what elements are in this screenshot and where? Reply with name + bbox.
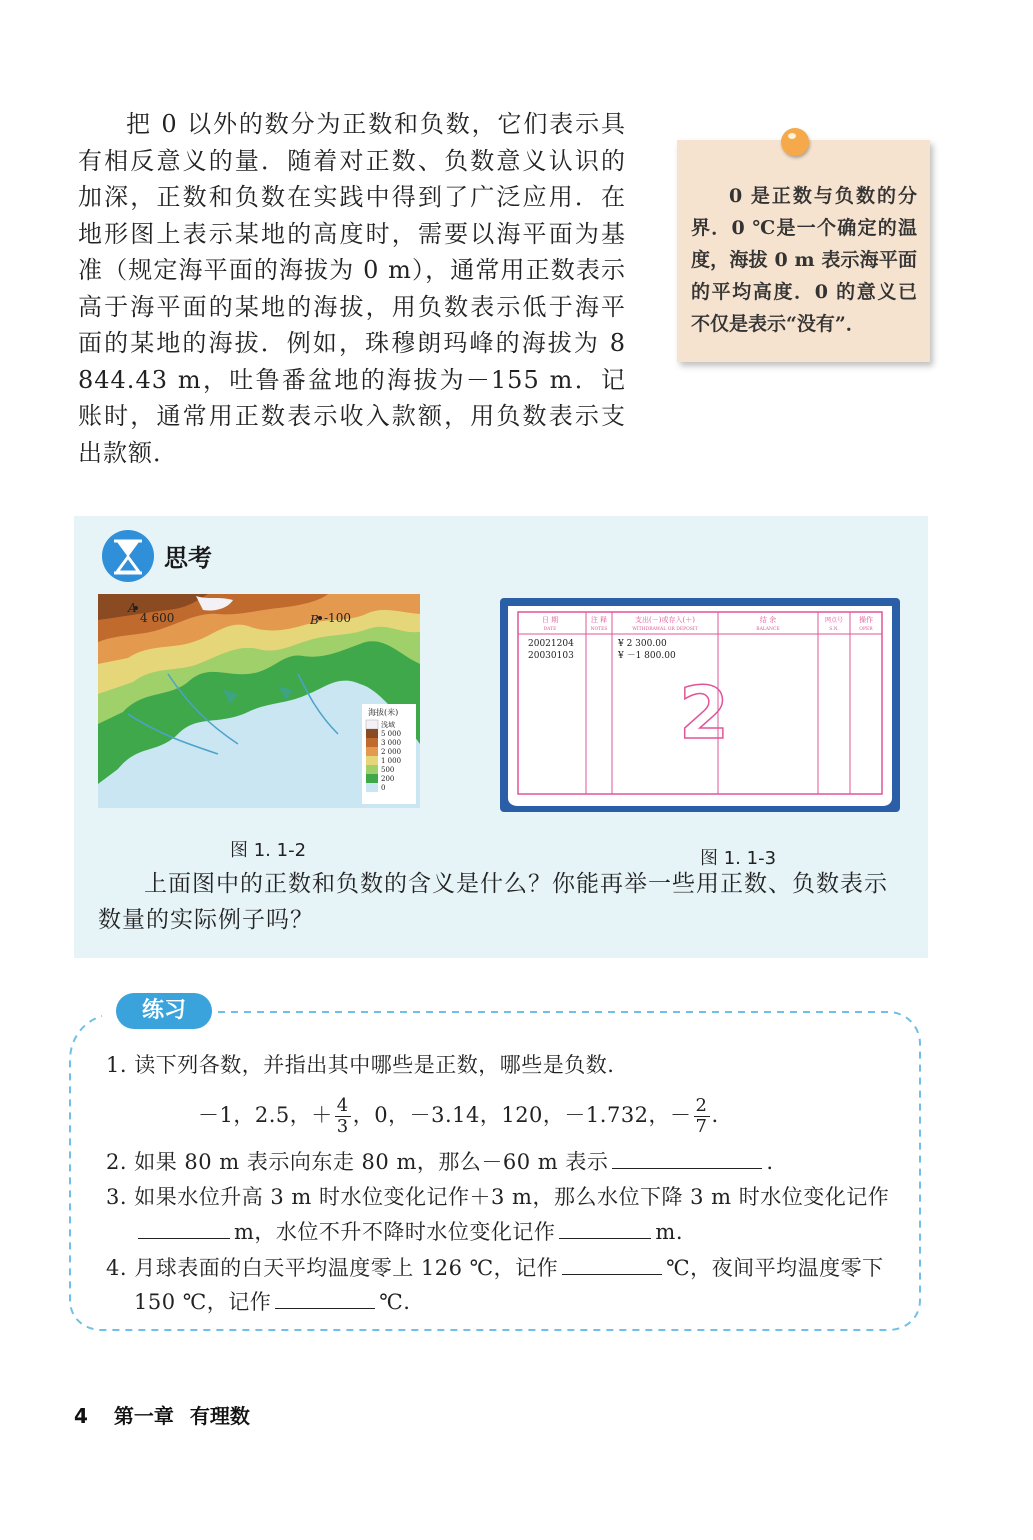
bank-subheader: DATE — [543, 627, 557, 632]
map-value-a: 4 600 — [140, 611, 175, 625]
think-question — [98, 866, 910, 938]
bank-subheader: S.N. — [829, 627, 839, 632]
topographic-map — [98, 594, 420, 808]
think-question-text: 上面图中的正数和负数的含义是什么？你能再举一些用正数、负数表示数量的实际例子吗？ — [98, 871, 888, 933]
exercise-box — [68, 998, 922, 1332]
q4-text-b: ℃，夜间平均温度零下 — [666, 1256, 884, 1280]
q3-text-b: m，水位不升不降时水位变化记作 — [234, 1220, 556, 1244]
frac-num: 2 — [695, 1095, 708, 1116]
bank-watermark: 2 — [678, 671, 730, 755]
hourglass-icon — [102, 530, 154, 582]
bank-header-notes: 注 释 — [590, 616, 608, 624]
chapter-label: 第一章 — [113, 1404, 174, 1428]
pushpin-icon — [781, 128, 809, 156]
bank-subheader: BALANCE — [756, 627, 780, 632]
answer-blank[interactable] — [612, 1146, 762, 1169]
map-legend-item: 5 000 — [381, 730, 402, 738]
exercise-q3-cont — [134, 1216, 683, 1247]
q4-end: ℃. — [379, 1290, 411, 1314]
bank-row-amount: ¥ 2 300.00 — [618, 639, 667, 649]
q1-numbers-b: ，0，－3.14，120，－1.732，－ — [352, 1103, 692, 1127]
q4-text: 4. 月球表面的白天平均温度零上 126 ℃，记作 — [106, 1256, 559, 1280]
bank-row-amount: ¥ －1 800.00 — [618, 651, 676, 661]
q3-end: m. — [655, 1220, 684, 1244]
bank-subheader: OPER — [859, 627, 873, 632]
bank-header-sn: 网点号 — [824, 617, 844, 624]
map-value-b: -100 — [324, 611, 351, 625]
answer-blank[interactable] — [562, 1252, 662, 1275]
map-legend-item: 3 000 — [381, 739, 402, 747]
map-legend-item: 2 000 — [381, 748, 402, 756]
fraction-2-7 — [694, 1096, 710, 1137]
bank-passbook — [500, 598, 900, 812]
bank-row-date: 20021204 — [528, 639, 574, 649]
page-number: 4 — [74, 1404, 88, 1428]
map-label-a: A — [128, 601, 137, 615]
map-legend-item: 1 000 — [381, 757, 402, 765]
exercise-q2 — [106, 1146, 774, 1177]
think-box — [74, 516, 928, 958]
main-paragraph — [78, 106, 626, 471]
bank-header-date: 日 期 — [541, 616, 559, 624]
answer-blank[interactable] — [138, 1216, 230, 1239]
bank-row-date: 20030103 — [528, 651, 574, 661]
exercise-q1-numbers — [198, 1096, 719, 1137]
chapter-title: 有理数 — [189, 1404, 250, 1428]
q2-end: . — [766, 1150, 774, 1174]
map-legend-item: 200 — [381, 775, 395, 783]
caption-figure-1-1-2: 图 1. 1-2 — [230, 840, 307, 861]
map-legend-item: 0 — [381, 784, 386, 792]
exercise-q4 — [106, 1252, 884, 1283]
main-text: 把 0 以外的数分为正数和负数，它们表示具有相反意义的量．随着对正数、负数意义认识的加深，正数和负数在实践中得到了广泛应用．在地形图上表示某地的高度时，需要以海平面为基准（规定海平面的海拔为 0 m），通常用正数表示高于海平面的某地的海拔，用负数表示低于海平面的某地的海拔．例如，珠穆朗玛峰的海拔为 8 844.43 m，吐鲁番盆地的海拔为－155 m．记账时，通常用正数表示收入款额，用负数表示支出款额． — [78, 110, 626, 467]
fraction-4-3 — [335, 1096, 351, 1137]
bank-subheader: WITHDRAWAL OR DEPOSIT — [632, 627, 698, 632]
map-legend-item: 500 — [381, 766, 395, 774]
bank-subheader: NOTES — [590, 627, 608, 632]
q4-text-c: 150 ℃，记作 — [134, 1290, 272, 1314]
exercise-q1: 1. 读下列各数，并指出其中哪些是正数，哪些是负数. — [106, 1053, 615, 1077]
answer-blank[interactable] — [559, 1216, 651, 1239]
side-note-text: 0 是正数与负数的分界．0 ℃是一个确定的温度，海拔 0 m 表示海平面的平均高度．0 的意义已不仅是表示“没有”． — [691, 185, 917, 335]
exercise-q3 — [106, 1182, 889, 1212]
q3-text: 3. 如果水位升高 3 m 时水位变化记作＋3 m，那么水位下降 3 m 时水位变化记作 — [106, 1185, 890, 1209]
map-legend-first: 浅域 — [381, 721, 395, 729]
side-note — [677, 140, 930, 362]
bank-header-balance: 结 余 — [759, 616, 777, 624]
q2-text: 2. 如果 80 m 表示向东走 80 m，那么－60 m 表示 — [106, 1150, 609, 1174]
frac-num: 4 — [336, 1095, 349, 1116]
exercise-q4-cont — [134, 1286, 410, 1317]
map-label-b: B — [310, 613, 319, 627]
frac-den: 7 — [695, 1116, 708, 1137]
q1-numbers-a: －1，2.5，＋ — [198, 1103, 333, 1127]
exercise-title: 练习 — [116, 993, 212, 1029]
page-footer — [74, 1400, 250, 1429]
caption-figure-1-1-3: 图 1. 1-3 — [700, 848, 777, 869]
answer-blank[interactable] — [275, 1286, 375, 1309]
map-legend-title: 海拔(米) — [368, 708, 399, 717]
frac-den: 3 — [336, 1116, 349, 1137]
bank-header-amount: 支出(－)或存入(＋) — [635, 616, 695, 624]
bank-header-oper: 操作 — [859, 616, 873, 624]
think-title: 思考 — [164, 544, 212, 572]
q1-end: . — [711, 1103, 719, 1127]
